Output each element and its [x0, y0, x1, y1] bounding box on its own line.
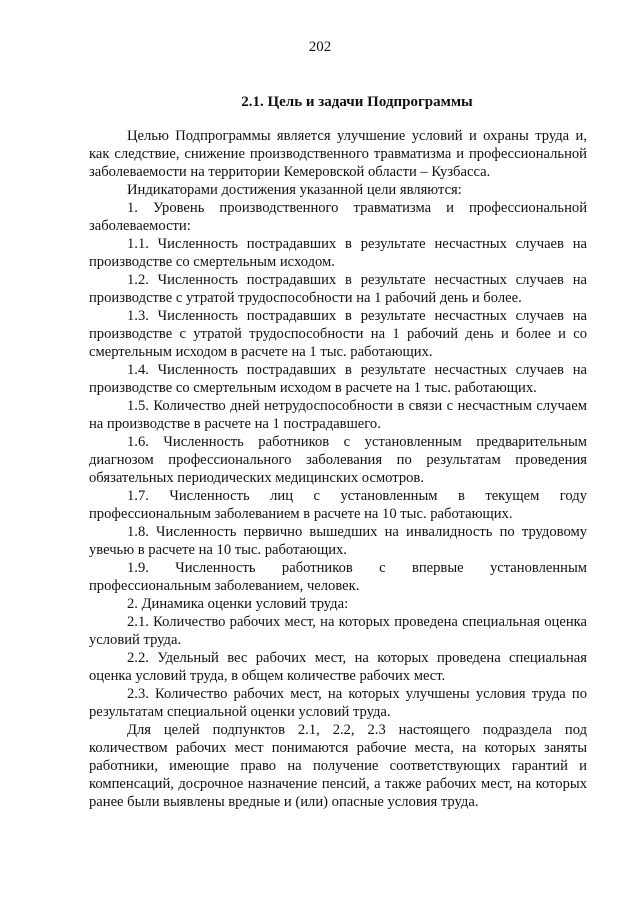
- paragraph-item-2-2: 2.2. Удельный вес рабочих мест, на которых проведена специальная оценка условий труда, в общем количестве рабочих мест.: [89, 650, 587, 684]
- section-body: [89, 127, 587, 811]
- paragraph-item-2-1: 2.1. Количество рабочих мест, на которых проведена специальная оценка условий труда.: [89, 614, 587, 648]
- paragraph-item-1-9: 1.9. Численность работников с впервые установленным профессиональным заболеванием, человек.: [89, 560, 587, 594]
- paragraph-item-1-8: 1.8. Численность первично вышедших на инвалидность по трудовому увечью в расчете на 10 тыс. работающих.: [89, 524, 587, 558]
- paragraph-item-1-6: 1.6. Численность работников с установленным предварительным диагнозом профессионального заболевания по результатам проведения обязательных периодических медицинских осмотров.: [89, 434, 587, 486]
- paragraph-item-1-4: 1.4. Численность пострадавших в результате несчастных случаев на производстве со смертельным исходом в расчете на 1 тыс. работающих.: [89, 362, 587, 396]
- paragraph-item-1-2: 1.2. Численность пострадавших в результате несчастных случаев на производстве с утратой трудоспособности на 1 рабочий день и более.: [89, 272, 587, 306]
- paragraph-indicators-intro: Индикаторами достижения указанной цели являются:: [127, 182, 462, 198]
- section-heading: 2.1. Цель и задачи Подпрограммы: [241, 94, 473, 110]
- paragraph-goal: Целью Подпрограммы является улучшение условий и охраны труда и, как следствие, снижение производственного травматизма и профессиональной заболеваемости на территории Кемеровской области – Кузбасса.: [89, 128, 587, 180]
- paragraph-definition: Для целей подпунктов 2.1, 2.2, 2.3 настоящего подраздела под количеством рабочих мест понимаются рабочие места, на которых заняты работники, имеющие право на получение соответствующих гарантий и компенсаций, досрочное назначение пенсий, а также рабочих мест, на которых ранее были выявлены вредные и (или) опасные условия труда.: [89, 722, 587, 810]
- paragraph-item-1-7: 1.7. Численность лиц с установленным в текущем году профессиональным заболеванием в расчете на 10 тыс. работающих.: [89, 488, 587, 522]
- paragraph-item-1-3: 1.3. Численность пострадавших в результате несчастных случаев на производстве с утратой трудоспособности на 1 рабочий день и более и со смертельным исходом в расчете на 1 тыс. работающих.: [89, 308, 587, 360]
- paragraph-item-1-5: 1.5. Количество дней нетрудоспособности в связи с несчастным случаем на производстве в расчете на 1 пострадавшего.: [89, 398, 587, 432]
- page-number: 202: [308, 39, 332, 55]
- paragraph-item-1-1: 1.1. Численность пострадавших в результате несчастных случаев на производстве со смертельным исходом.: [89, 236, 587, 270]
- paragraph-item-2-3: 2.3. Количество рабочих мест, на которых улучшены условия труда по результатам специальной оценки условий труда.: [89, 686, 587, 720]
- paragraph-item-2: 2. Динамика оценки условий труда:: [127, 596, 349, 612]
- paragraph-item-1: 1. Уровень производственного травматизма и профессиональной заболеваемости:: [89, 200, 587, 234]
